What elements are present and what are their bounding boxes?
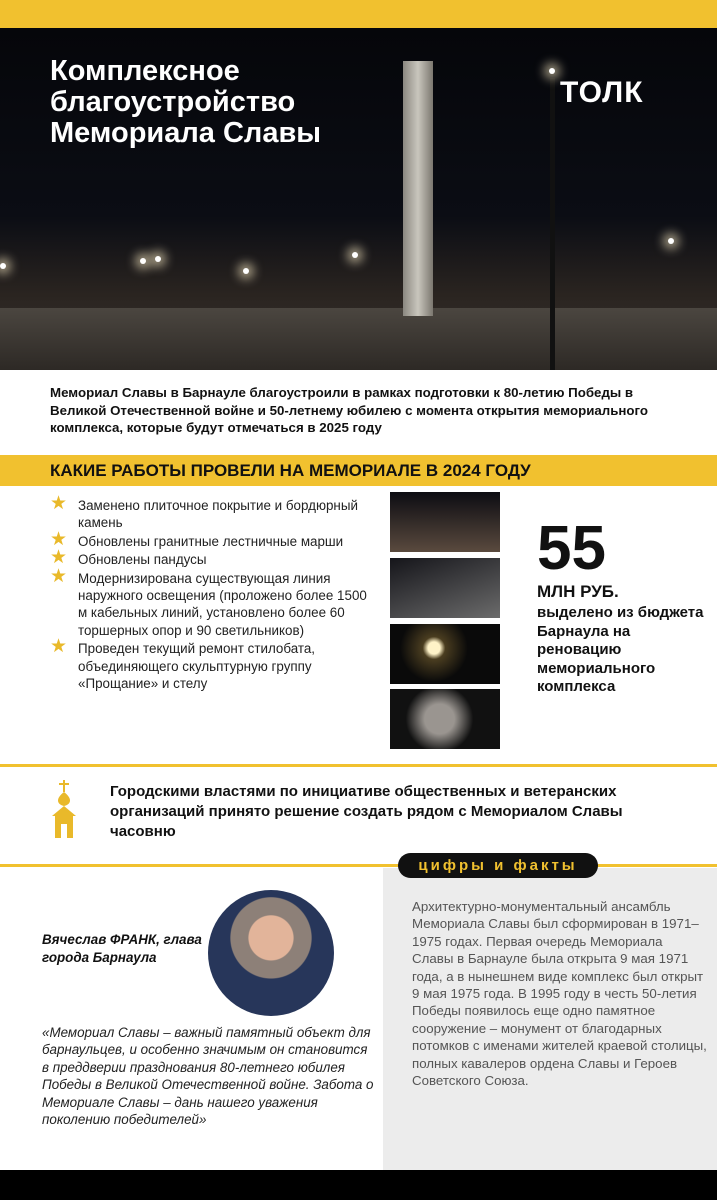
list-item-text: Модернизирована существующая линия наружного освещения (проложено более 1500 м кабельных линий, установлено более 60 торшерных опор и 90 светильников) (78, 570, 367, 638)
person-name: Вячеслав ФРАНК, глава города Барнаула (42, 932, 202, 965)
star-icon: ★ (50, 493, 68, 514)
intro-text: Мемориал Славы в Барнауле благоустроили в рамках подготовки к 80-летию Победы в Великой Отечественной войне и 50-летнему юбилею с момента открытия мемориального комплекса, которые будут отмечаться в 2025 году (50, 385, 649, 435)
list-item (50, 636, 380, 692)
facts-text: Архитектурно-монументальный ансамбль Мемориала Славы был сформирован в 1971–1975 годах. Первая очередь Мемориала Славы в Барнауле была открыта 9 мая 1971 года, а в нынешнем виде комплекс был открыт 9 мая 1975 года. В 1995 году в честь 50-летия Победы появилось еще одно памятное сооружение – монумент от благодарных потомков с именами жителей краевой столицы, полных кавалеров ордена Славы и Героев Советского Союза. (412, 899, 707, 1089)
star-icon: ★ (50, 565, 68, 587)
lamp-light (352, 252, 358, 258)
facts-label: цифры и факты (398, 853, 598, 878)
list-item-text: Заменено плиточное покрытие и бордюрный камень (78, 498, 358, 531)
list-item (50, 565, 380, 640)
stat-value: 55 (537, 514, 606, 583)
lamp-pole (550, 78, 555, 370)
star-icon: ★ (50, 528, 68, 550)
works-title: КАКИЕ РАБОТЫ ПРОВЕЛИ НА МЕМОРИАЛЕ В 2024 ГОДУ (50, 461, 531, 480)
budget-stat (537, 514, 707, 697)
divider (0, 864, 717, 867)
photo-stairs (390, 558, 500, 618)
lamp-light (155, 256, 161, 262)
quote-text: «Мемориал Славы – важный памятный объект для барнаульцев, и особенно значимым он становится в преддверии празднования 80-летнего юбилея Победы в Великой Отечественной войне. Забота о Мемориале Славы – дань нашего уважения поколению победителей» (42, 1025, 374, 1128)
chapel-text: Городскими властями по инициативе общественных и ветеранских организаций принято решение создать рядом с Мемориалом Славы часовню (110, 783, 623, 840)
lamp-light (243, 268, 249, 274)
star-icon: ★ (50, 547, 68, 569)
list-item-text: Обновлены пандусы (78, 552, 207, 568)
photo-sculpture (390, 689, 500, 749)
works-list (50, 493, 380, 693)
list-item-text: Проведен текущий ремонт стилобата, объединяющего скульптурную группу «Прощание» и стелу (78, 641, 316, 692)
star-icon: ★ (50, 636, 68, 658)
hero-ground (0, 308, 717, 370)
lamp-light (140, 258, 146, 264)
stat-desc: выделено из бюджета Барнаула на реновацию мемориального комплекса (537, 604, 704, 695)
tolk-logo: ТОЛК (560, 76, 644, 109)
avatar (208, 890, 334, 1016)
chapel-icon (48, 780, 80, 840)
lamp-light (549, 68, 555, 74)
page-title: Комплексное благоустройство Мемориала Славы (50, 55, 322, 149)
photo-tiles (390, 492, 500, 552)
works-header (0, 455, 717, 486)
stat-unit: МЛН РУБ. (537, 582, 619, 601)
divider (0, 764, 717, 767)
footer-bar (0, 1170, 717, 1200)
photo-lamp (390, 624, 500, 684)
top-accent-bar (0, 0, 717, 28)
lamp-light (668, 238, 674, 244)
hero-photo (0, 28, 717, 370)
lamp-light (0, 263, 6, 269)
list-item (50, 528, 380, 550)
list-item (50, 547, 380, 569)
list-item (50, 493, 380, 532)
list-item-text: Обновлены гранитные лестничные марши (78, 533, 344, 549)
